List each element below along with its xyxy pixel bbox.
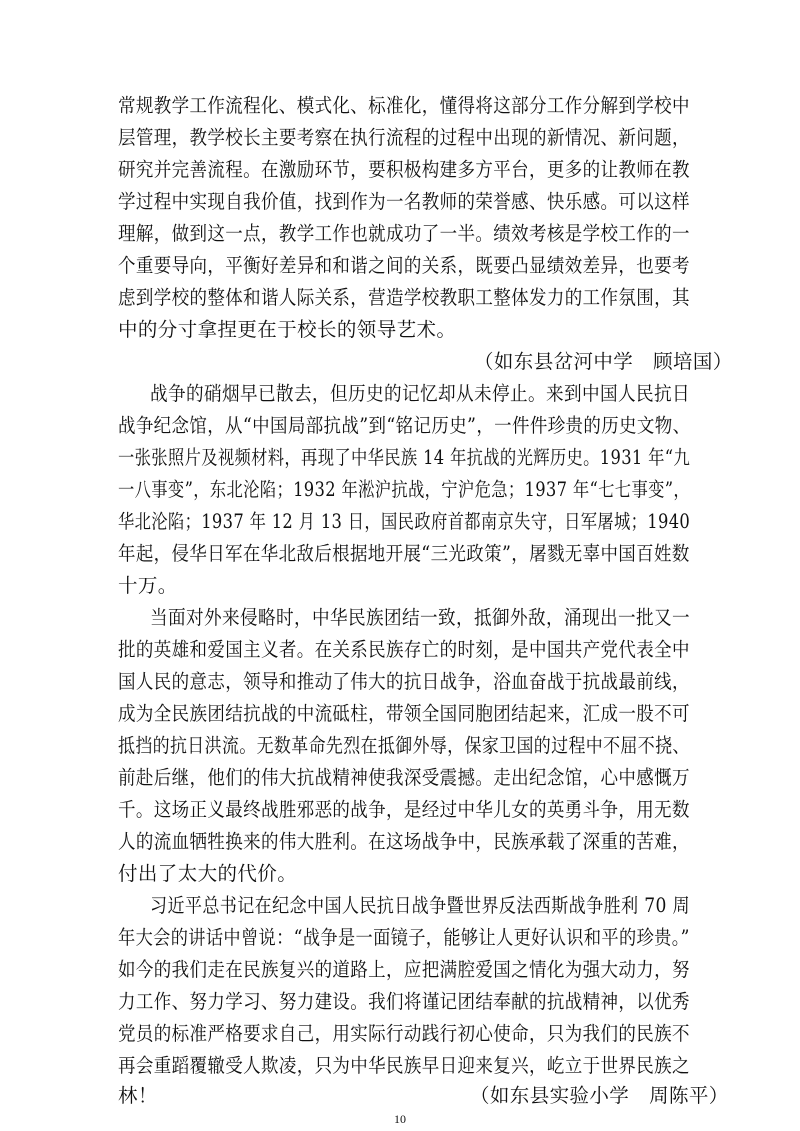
- paragraph-line: 年大会的讲话中曾说：“战争是一面镜子，能够让人更好认识和平的珍贵。”: [118, 926, 690, 949]
- paragraph-line: 理解，做到这一点，教学工作也就成功了一半。绩效考核是学校工作的一: [118, 222, 690, 245]
- paragraph-line: 力工作、努力学习、努力建设。我们将谨记团结奉献的抗战精神，以优秀: [118, 990, 690, 1013]
- paragraph-line: 中的分寸拿捏更在于校长的领导艺术。: [118, 318, 457, 341]
- paragraph-line: 虑到学校的整体和谐人际关系，营造学校教职工整体发力的工作氛围，其: [118, 286, 690, 309]
- paragraph-line: 十万。: [118, 574, 178, 597]
- paragraph-line: 林！: [118, 1084, 158, 1107]
- paragraph-line: 国人民的意志，领导和推动了伟大的抗日战争，浴血奋战于抗战最前线，: [118, 670, 690, 693]
- paragraph-line: 战争纪念馆，从“中国局部抗战”到“铭记历史”，一件件珍贵的历史文物、: [118, 414, 691, 437]
- paragraph-line: 习近平总书记在纪念中国人民抗日战争暨世界反法西斯战争胜利 70 周: [150, 894, 690, 917]
- paragraph-line: 华北沦陷；1937 年 12 月 13 日，国民政府首都南京失守，日军屠城；1940: [118, 510, 691, 533]
- author-signature: （如东县岔河中学 顾培国）: [474, 350, 733, 373]
- author-signature: （如东县实验小学 周陈平）: [470, 1084, 729, 1107]
- paragraph-line: 抵挡的抗日洪流。无数革命先烈在抵御外辱，保家卫国的过程中不屈不挠、: [118, 734, 690, 757]
- paragraph-line: 付出了太大的代价。: [118, 862, 298, 885]
- paragraph-line: 层管理，教学校长主要考察在执行流程的过程中出现的新情况、新问题，: [118, 126, 690, 149]
- paragraph-line: 一八事变”，东北沦陷；1932 年淞沪抗战，宁沪危急；1937 年“七七事变”，: [118, 478, 691, 501]
- paragraph-line: 当面对外来侵略时，中华民族团结一致，抵御外敌，涌现出一批又一: [150, 606, 691, 629]
- paragraph-line: 党员的标准严格要求自己，用实际行动践行初心使命，只为我们的民族不: [118, 1022, 690, 1045]
- paragraph-line: 成为全民族团结抗战的中流砥柱，带领全国同胞团结起来，汇成一股不可: [118, 702, 690, 725]
- paragraph-line: 如今的我们走在民族复兴的道路上，应把满腔爱国之情化为强大动力，努: [118, 958, 690, 981]
- paragraph-line: 研究并完善流程。在激励环节，要积极构建多方平台，更多的让教师在教: [118, 158, 690, 181]
- paragraph-line: 一张张照片及视频材料，再现了中华民族 14 年抗战的光辉历史。1931 年“九: [118, 446, 691, 469]
- page-number: 10: [394, 1112, 406, 1126]
- paragraph-line: 学过程中实现自我价值，找到作为一名教师的荣誉感、快乐感。可以这样: [118, 190, 690, 213]
- paragraph-line: 前赴后继，他们的伟大抗战精神使我深受震撼。走出纪念馆，心中感慨万: [118, 766, 690, 789]
- paragraph-line: 年起，侵华日军在华北敌后根据地开展“三光政策”，屠戮无辜中国百姓数: [118, 542, 690, 565]
- paragraph-line: 千。这场正义最终战胜邪恶的战争，是经过中华儿女的英勇斗争，用无数: [118, 798, 690, 821]
- paragraph-line: 人的流血牺牲换来的伟大胜利。在这场战争中，民族承载了深重的苦难，: [118, 830, 690, 853]
- paragraph-line: 战争的硝烟早已散去，但历史的记忆却从未停止。来到中国人民抗日: [150, 382, 691, 405]
- paragraph-line: 再会重蹈覆辙受人欺凌，只为中华民族早日迎来复兴，屹立于世界民族之: [118, 1054, 690, 1077]
- paragraph-line: 批的英雄和爱国主义者。在关系民族存亡的时刻，是中国共产党代表全中: [118, 638, 690, 661]
- paragraph-line: 个重要导向，平衡好差异和和谐之间的关系，既要凸显绩效差异，也要考: [118, 254, 690, 277]
- paragraph-line: 常规教学工作流程化、模式化、标准化，懂得将这部分工作分解到学校中: [118, 94, 690, 117]
